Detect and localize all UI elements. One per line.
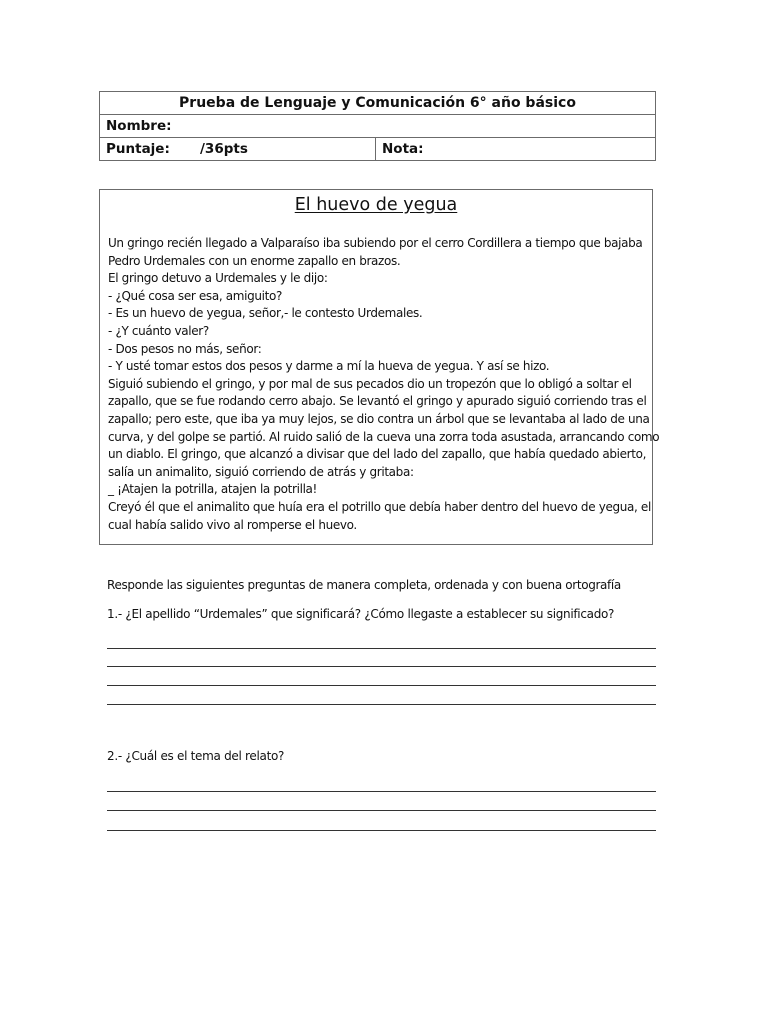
story-line: Siguió subiendo el gringo, y por mal de sus pecados dio un tropezón que lo obligó a soltar el xyxy=(108,376,632,391)
title-row xyxy=(100,92,656,115)
header-table xyxy=(99,91,656,161)
question-2: 2.- ¿Cuál es el tema del relato? xyxy=(107,749,285,763)
story-line: salía un animalito, siguió corriendo de atrás y gritaba: xyxy=(108,464,414,479)
score-row xyxy=(100,138,656,161)
exam-title: Prueba de Lenguaje y Comunicación 6° año básico xyxy=(100,92,656,115)
story-line: zapallo, que se fue rodando cerro abajo. Se levantó el gringo y apurado siguió corriendo tras el xyxy=(108,394,647,409)
story-line: un diablo. El gringo, que alcanzó a divisar que del lado del zapallo, que había quedado abierto, xyxy=(108,447,647,462)
puntaje-label: Puntaje: xyxy=(106,141,170,157)
question-1: 1.- ¿El apellido “Urdemales” que significará? ¿Cómo llegaste a establecer su significado? xyxy=(107,607,615,621)
story-line: Pedro Urdemales con un enorme zapallo en brazos. xyxy=(108,253,401,268)
story-text xyxy=(108,235,660,534)
nota-field[interactable] xyxy=(376,138,656,161)
story-line: - Dos pesos no más, señor: xyxy=(108,341,262,356)
story-box xyxy=(99,189,660,545)
answer-line[interactable] xyxy=(107,791,656,792)
story-line: zapallo; pero este, que iba ya muy lejos, se dio contra un árbol que se levantaba al lado de una xyxy=(108,411,650,426)
story-line: cual había salido vivo al romperse el huevo. xyxy=(108,517,357,532)
story-line: Creyó él que el animalito que huía era el potrillo que debía haber dentro del huevo de yegua, el xyxy=(108,499,651,514)
story-line: El gringo detuvo a Urdemales y le dijo: xyxy=(108,271,328,286)
answer-line[interactable] xyxy=(107,810,656,811)
puntaje-field[interactable] xyxy=(100,138,376,161)
nombre-label: Nombre: xyxy=(106,118,172,134)
story-line: - Es un huevo de yegua, señor,- le contesto Urdemales. xyxy=(108,306,423,321)
answer-line[interactable] xyxy=(107,648,656,649)
story-line: _ ¡Atajen la potrilla, atajen la potrilla! xyxy=(108,482,318,497)
nota-label: Nota: xyxy=(382,141,424,157)
name-row xyxy=(100,115,656,138)
answer-line[interactable] xyxy=(107,666,656,667)
instructions-text: Responde las siguientes preguntas de manera completa, ordenada y con buena ortografía xyxy=(107,578,621,592)
answer-line[interactable] xyxy=(107,830,656,831)
story-line: curva, y del golpe se partió. Al ruido salió de la cueva una zorra toda asustada, arrancando como xyxy=(108,429,660,444)
answer-line[interactable] xyxy=(107,685,656,686)
answer-line[interactable] xyxy=(107,704,656,705)
story-line: - ¿Y cuánto valer? xyxy=(108,323,209,338)
story-line: - ¿Qué cosa ser esa, amiguito? xyxy=(108,288,282,303)
puntaje-value: /36pts xyxy=(200,141,248,157)
nombre-field[interactable] xyxy=(100,115,656,138)
story-line: Un gringo recién llegado a Valparaíso iba subiendo por el cerro Cordillera a tiempo que bajaba xyxy=(108,236,643,250)
story-line: - Y usté tomar estos dos pesos y darme a mí la hueva de yegua. Y así se hizo. xyxy=(108,359,550,374)
story-title: El huevo de yegua xyxy=(294,195,458,215)
